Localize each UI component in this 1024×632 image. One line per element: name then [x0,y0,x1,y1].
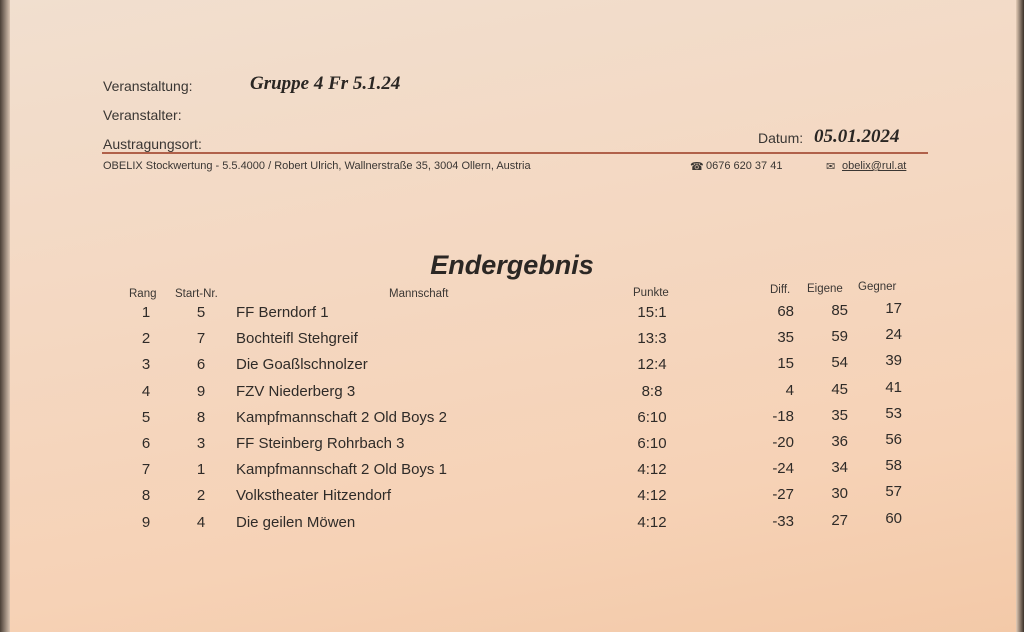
rang-cell: 8 [141,487,151,505]
datum-value: 05.01.2024 [814,126,900,147]
rang-cell: 4 [141,382,151,400]
diff-cell: -27 [772,486,794,504]
eigene-cell: 27 [831,511,848,529]
veranstalter-label: Veranstalter: [103,107,182,123]
header-divider [102,152,928,154]
gegner-cell: 53 [885,404,902,422]
team-cell: Volkstheater Hitzendorf [236,487,392,505]
team-cell: Kampfmannschaft 2 Old Boys 2 [236,408,447,426]
rang-cell: 2 [141,330,151,348]
col-punkte: Punkte [633,287,669,299]
diff-cell: 15 [777,355,794,373]
start-nr-cell: 8 [196,408,206,426]
diff-cell: 35 [777,329,794,347]
col-start-nr: Start-Nr. [175,288,218,300]
team-cell: FF Berndorf 1 [236,304,329,321]
software-info: OBELIX Stockwertung - 5.5.4000 / Robert Ulrich, Wallnerstraße 35, 3004 Ollern, Austria [103,160,531,172]
eigene-cell: 85 [831,302,848,319]
start-nr-cell: 2 [196,487,206,505]
gegner-cell: 39 [885,352,902,370]
email-link[interactable]: obelix@rul.at [842,160,907,172]
punkte-cell: 12:4 [637,356,667,374]
eigene-cell: 36 [831,433,848,450]
eigene-cell: 54 [831,354,848,372]
punkte-cell: 13:3 [637,330,667,348]
punkte-cell: 4:12 [637,461,667,479]
start-nr-cell: 4 [196,513,206,531]
team-cell: Bochteifl Stehgreif [236,330,358,348]
rang-cell: 9 [141,513,151,531]
gegner-cell: 58 [885,457,902,475]
team-cell: Die geilen Möwen [236,513,356,531]
start-nr-cell: 7 [196,330,206,348]
gegner-cell: 56 [885,431,902,448]
veranstaltung-value: Gruppe 4 Fr 5.1.24 [250,73,401,94]
paper-edge-left [0,0,10,632]
austragungsort-label: Austragungsort: [103,136,202,152]
eigene-cell: 35 [831,406,848,424]
start-nr-cell: 3 [196,435,206,452]
eigene-cell: 45 [831,380,848,398]
phone-number: 0676 620 37 41 [706,160,783,172]
paper-edge-right [1016,0,1024,632]
diff-cell: 68 [777,303,794,320]
rang-cell: 6 [141,435,151,452]
rang-cell: 3 [141,356,151,374]
gegner-cell: 17 [885,300,902,317]
col-mannschaft: Mannschaft [389,288,449,300]
punkte-cell: 8:8 [641,382,663,400]
rang-cell: 7 [141,461,151,479]
rang-cell: 1 [141,304,151,321]
start-nr-cell: 6 [196,356,206,374]
page-title: Endergebnis [430,250,594,280]
col-gegner: Gegner [858,281,897,293]
punkte-cell: 6:10 [637,408,667,426]
col-diff: Diff. [770,284,791,296]
diff-cell: -33 [772,512,794,530]
gegner-cell: 24 [885,326,902,344]
gegner-cell: 57 [885,483,902,501]
start-nr-cell: 9 [196,382,206,400]
gegner-cell: 41 [885,378,902,396]
team-cell: FF Steinberg Rohrbach 3 [236,435,405,452]
mail-icon: ✉ [826,161,836,173]
punkte-cell: 4:12 [637,487,667,505]
punkte-cell: 6:10 [637,435,667,452]
diff-cell: -18 [772,407,794,425]
diff-cell: 4 [785,381,794,399]
datum-label: Datum: [758,130,804,146]
eigene-cell: 30 [831,485,848,503]
punkte-cell: 4:12 [637,513,667,531]
col-eigene: Eigene [807,283,843,295]
team-cell: Kampfmannschaft 2 Old Boys 1 [236,461,447,479]
diff-cell: -20 [772,434,794,451]
punkte-cell: 15:1 [637,304,667,321]
start-nr-cell: 1 [196,461,206,479]
eigene-cell: 59 [831,328,848,346]
gegner-cell: 60 [885,509,902,527]
diff-cell: -24 [772,460,794,478]
phone-icon: ☎ [690,161,704,173]
team-cell: FZV Niederberg 3 [236,382,356,400]
eigene-cell: 34 [831,459,848,477]
rang-cell: 5 [141,408,151,426]
veranstaltung-label: Veranstaltung: [103,78,193,94]
col-rang: Rang [129,288,157,300]
start-nr-cell: 5 [196,304,206,321]
team-cell: Die Goaßlschnolzer [236,356,368,374]
